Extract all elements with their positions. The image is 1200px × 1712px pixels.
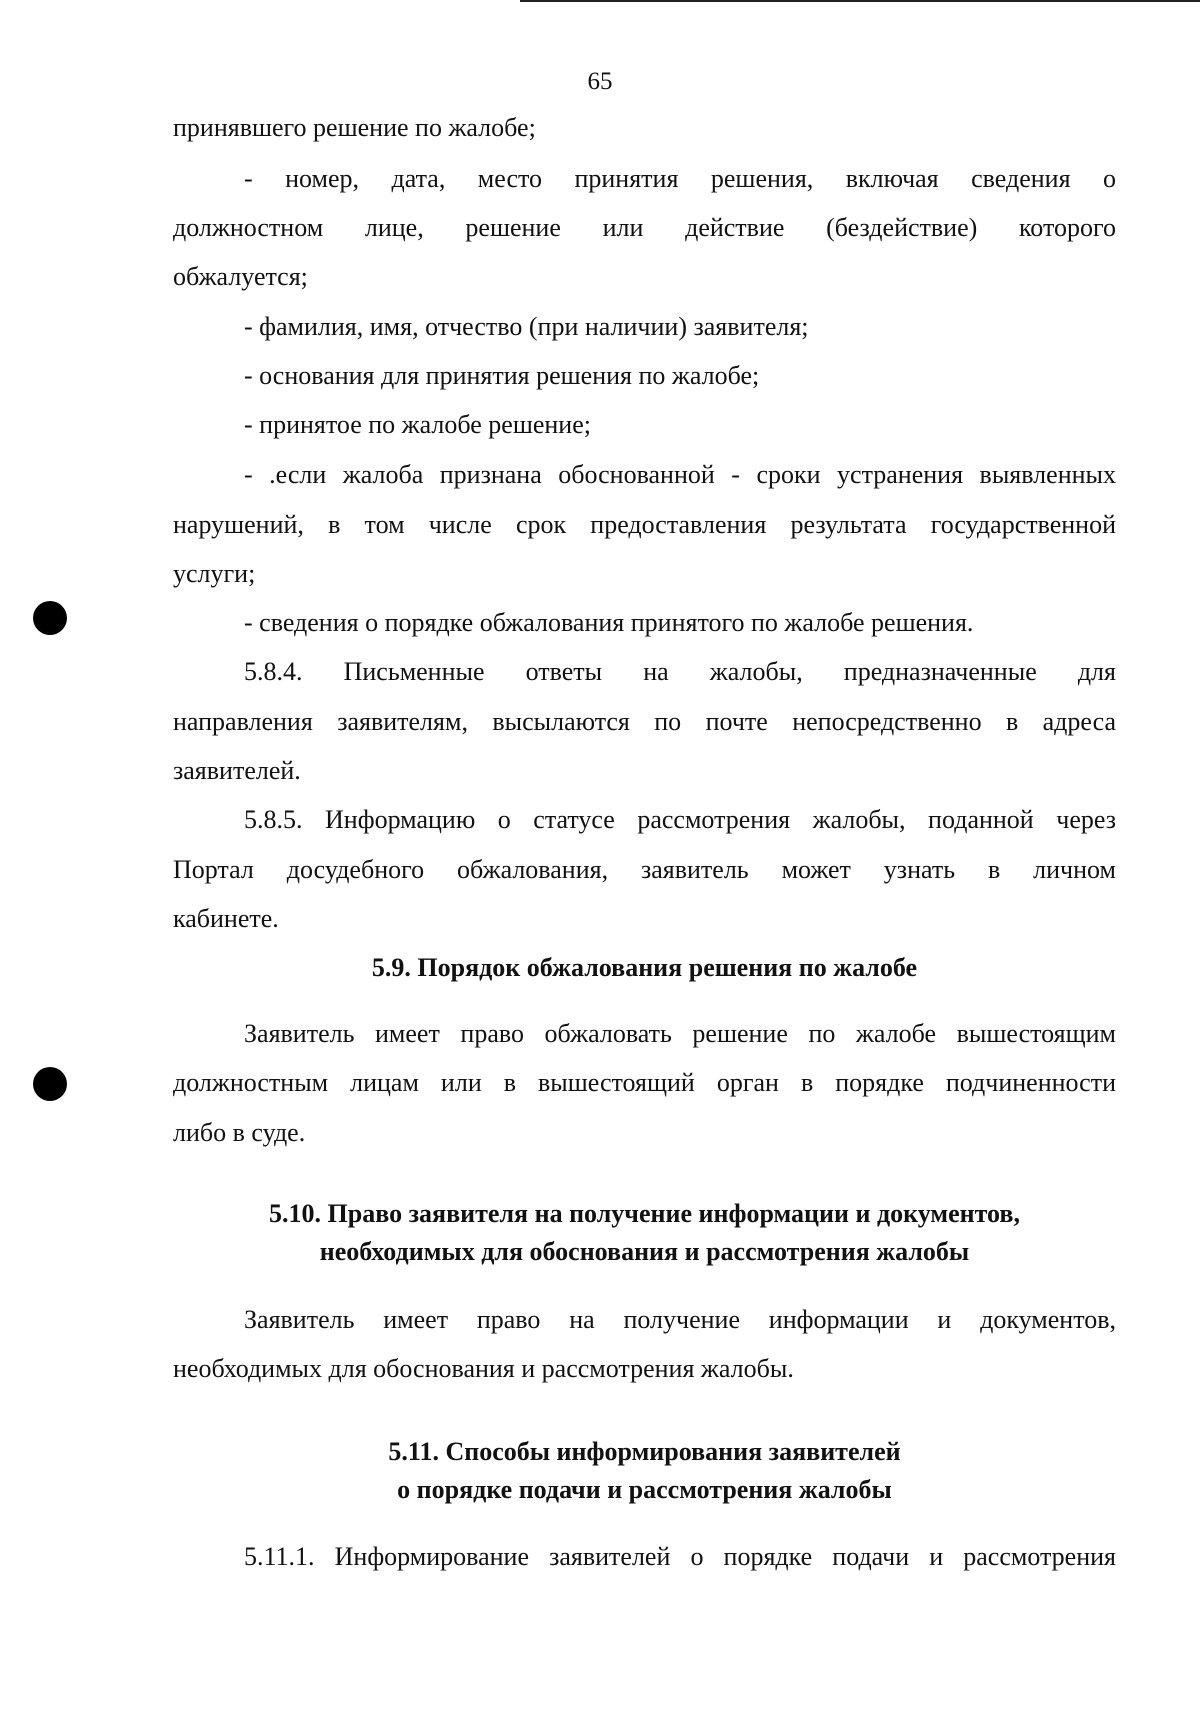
section-heading-5-11-line2: о порядке подачи и рассмотрения жалобы — [397, 1475, 892, 1504]
text-line: - принятое по жалобе решение; — [244, 410, 591, 439]
text-line: должностным лицам или в вышестоящий орган в порядке подчиненности — [173, 1068, 1116, 1097]
text-line: 5.11.1. Информирование заявителей о порядке подачи и рассмотрения — [244, 1542, 1116, 1571]
text-line: - .если жалоба признана обоснованной - сроки устранения выявленных — [244, 460, 1116, 489]
text-line: 5.8.5. Информацию о статусе рассмотрения жалобы, поданной через — [244, 805, 1116, 834]
punch-hole-upper — [33, 601, 67, 635]
section-heading-5-10-line1: 5.10. Право заявителя на получение информации и документов, — [269, 1199, 1020, 1228]
text-line: направления заявителям, высылаются по почте непосредственно в адреса — [173, 707, 1116, 736]
top-rule — [520, 0, 1200, 2]
text-line: - номер, дата, место принятия решения, включая сведения о — [244, 164, 1116, 193]
text-line: Заявитель имеет право на получение информации и документов, — [244, 1305, 1116, 1334]
text-line: Заявитель имеет право обжаловать решение по жалобе вышестоящим — [244, 1019, 1116, 1048]
text-line: Портал досудебного обжалования, заявитель может узнать в личном — [173, 855, 1116, 884]
punch-hole-lower — [33, 1067, 67, 1101]
section-heading-5-9: 5.9. Порядок обжалования решения по жалобе — [371, 953, 918, 982]
text-line: 5.8.4. Письменные ответы на жалобы, предназначенные для — [244, 657, 1116, 686]
text-line: кабинете. — [173, 904, 279, 933]
page-number: 65 — [587, 68, 613, 95]
text-line: должностном лице, решение или действие (бездействие) которого — [173, 213, 1116, 242]
text-line: необходимых для обоснования и рассмотрения жалобы. — [173, 1354, 794, 1383]
text-line: услуги; — [173, 559, 256, 588]
text-line: - фамилия, имя, отчество (при наличии) заявителя; — [244, 312, 809, 341]
text-line: заявителей. — [173, 756, 301, 785]
text-line: - сведения о порядке обжалования принятого по жалобе решения. — [244, 608, 974, 637]
section-heading-5-11-line1: 5.11. Способы информирования заявителей — [388, 1437, 901, 1466]
text-line: принявшего решение по жалобе; — [173, 113, 536, 142]
section-heading-5-10-line2: необходимых для обоснования и рассмотрения жалобы — [319, 1237, 970, 1266]
text-line: обжалуется; — [173, 262, 308, 291]
text-line: либо в суде. — [173, 1118, 306, 1147]
text-line: нарушений, в том числе срок предоставления результата государственной — [173, 510, 1116, 539]
text-line: - основания для принятия решения по жалобе; — [244, 361, 760, 390]
